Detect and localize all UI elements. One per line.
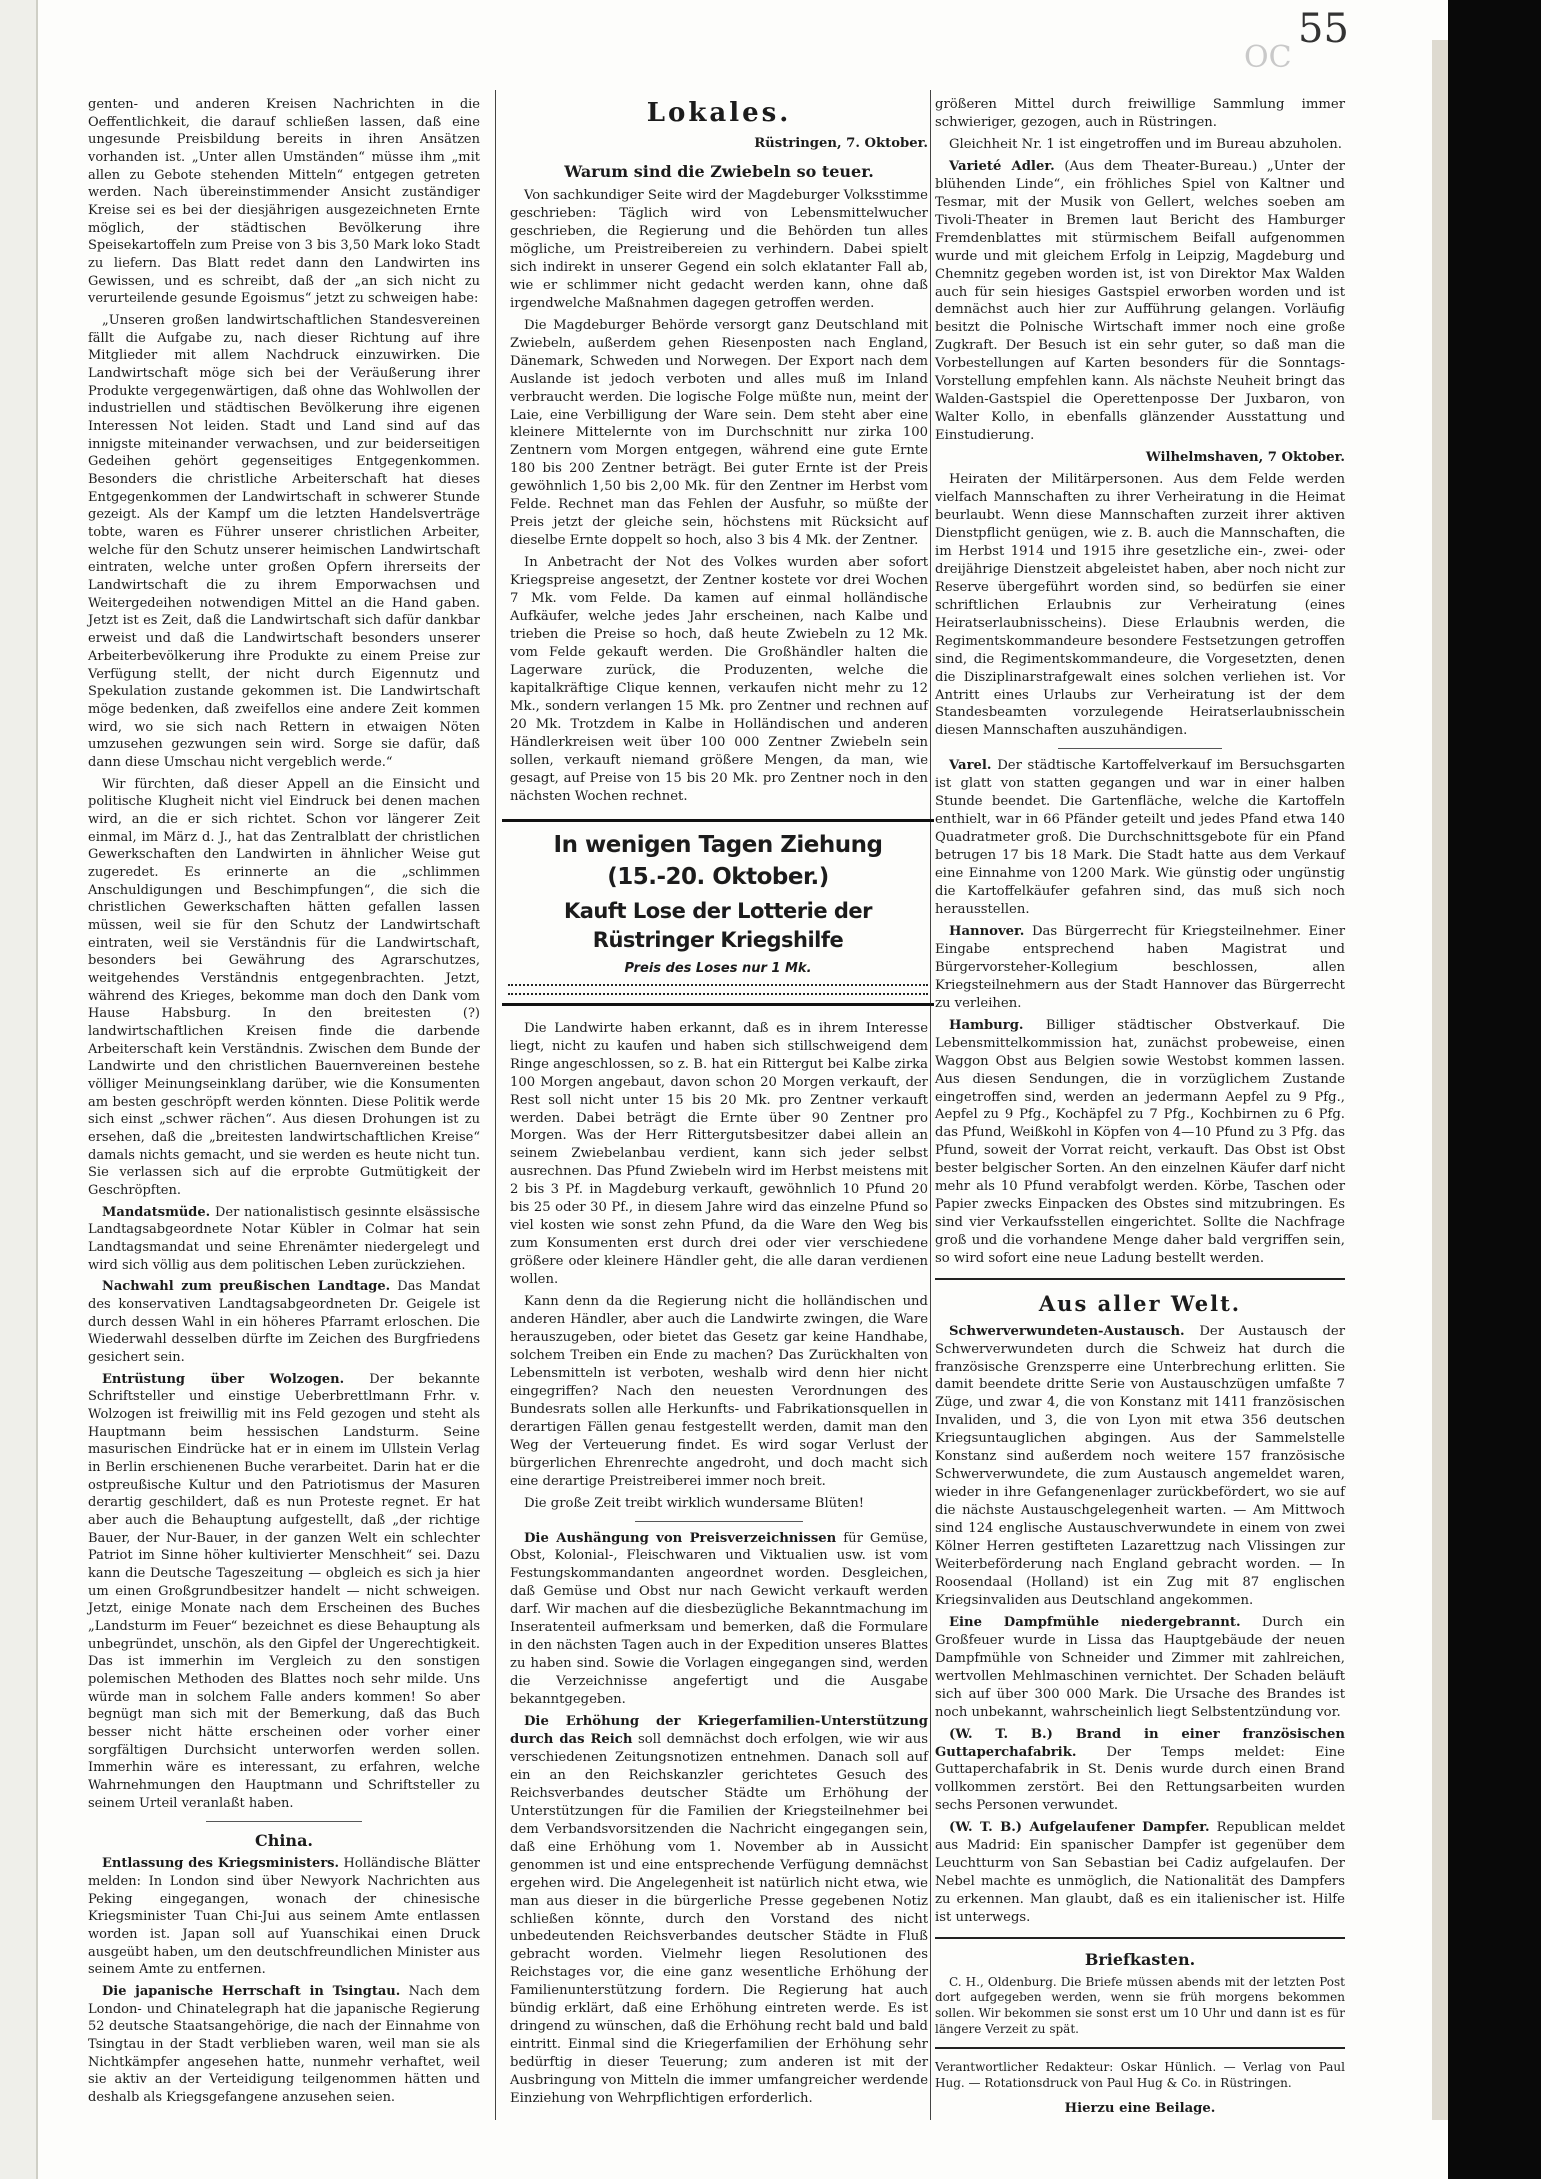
continued-notes (935, 96, 1345, 154)
news-item (935, 923, 1345, 1013)
article-paragraph: Die Landwirte haben erkannt, daß es in ihrem Interesse liegt, nicht zu kaufen und haben sich stillschweigend dem Ringe angeschlossen, so z. B. hat ein Rittergut bei Kalbe zirka 100 Morgen angebaut, davon schon 20 Morgen verkauft, der Rest soll nicht unter 15 bis 20 Mk. pro Zentner verkauft werden. Dabei beträgt die Ernte über 90 Zentner pro Morgen. Was der Herr Rittergutsbesitzer dabei allein an seinem Zwiebelanbau verdient, kann sich jeder selbst ausrechnen. Das Pfund Zwiebeln wird im Herbst meistens mit 2 bis 3 Pf. in Magdeburg verkauft, gewöhnlich 10 Pfund 20 bis 25 oder 30 Pf., in diesem Jahre wird das einzelne Pfund so viel kosten wie sonst zehn Pfund, da die Ware den Weg bis zum Konsumenten erst durch drei oder vier verschiedene größere oder kleinere Händler geht, die alle daran verdienen wollen. (510, 1020, 928, 1288)
dateline-ruestringen: Rüstringen, 7. Oktober. (754, 136, 928, 152)
item-keyword: Mandatsmüde. (102, 1204, 211, 1220)
ad-price: Preis des Loses nur 1 Mk. (624, 961, 812, 977)
article-paragraph: Wir fürchten, daß dieser Appell an die Einsicht und politische Klugheit nicht viel Eindruck bei denen machen wird, an die er sich richtet. Schon vor längerer Zeit einmal, im März d. J., hat das Zentralblatt der christlichen Gewerkschaften den Landwirten in ähnlicher Weise gut zugeredet. Es erinnerte an die „schlimmen Anschuldigungen und Beschimpfungen“, die sich die christlichen Gewerkschaften hätten gefallen lassen müssen, weil sie für den Schutz der Landwirtschaft eintraten, weil sie Verständnis für die Landwirtschaft, besonders bei Gewährung des Agrarschutzes, weitgehendes Verständnis entgegenbrachten. Jetzt, während des Krieges, bekomme man doch den Dank vom Hause Habsburg. In den breitesten (?) landwirtschaftlichen Kreisen finde die darbende Arbeiterschaft kein Verständnis. Zwischen dem Bunde der Landwirte und den christlichen Bauernvereinen bestehe völliger Meinungseinklang darüber, wie die Konsumenten am besten geschröpft werden könnten. Diese Politik werde sich einst „schwer rächen“. Aus diesen Drohungen ist zu ersehen, daß die „breitesten landwirtschaftlichen Kreise“ damals nichts gemacht, und sie werden es heute nicht tun. Sie verlassen sich auf die erprobte Gutmütigkeit der Geschröpften. (88, 776, 480, 1198)
column-2 (510, 96, 928, 2112)
varieté-item (935, 158, 1345, 445)
item-text: Der Temps meldet: Eine Guttaperchafabrik in St. Denis wurde durch einen Brand vollkommen zerstört. Bei den Rettungsarbeiten wurden sechs Personen verwundet. (935, 1744, 1345, 1814)
item-text: Das Bürgerrecht für Kriegsteilnehmer. Einer Eingabe entsprechend haben Magistrat und Bürgervorsteher-Kollegium beschlossen, allen Kriegsteilnehmern aus der Stadt Hannover das Bürgerrecht zu verleihen. (935, 923, 1345, 1011)
item-text: Das Mandat des konservativen Landtagsabgeordneten Dr. Geigele ist durch dessen Wahl in ein höheres Pfarramt erloschen. Die Wiederwahl desselben dürfte im Zeichen des Burgfriedens gesichert sein. (88, 1279, 481, 1366)
news-item (510, 1530, 928, 1710)
news-item (935, 1614, 1345, 1722)
item-text: (Aus dem Theater-Bureau.) „Unter der blühenden Linde“, ein fröhliches Spiel von Kaltner und Tesmar, mit der Musik von Gellert, welches soeben am Tivoli-Theater in Bremen laut Bericht des Hamburger Fremdenblattes mit stürmischem Beifall aufgenommen wurde und mit gleichem Erfolg in Leipzig, Magdeburg und Chemnitz gegeben worden ist, ist von Direktor Max Walden auch für sein hiesiges Gastspiel erworben worden und ist demnächst auch hier zur Aufführung gelangen. Vorläufig besitzt die Polnische Wirtschaft immer noch eine große Zugkraft. Der Besuch ist ein sehr guter, so daß man die Vorbestellungen auf Karten besonders für die Sonntags-Vorstellung empfehlen kann. Als nächste Neuheit bringt das Walden-Gastspiel die Operettenposse Der Juxbaron, von Walter Kollo, in ebenfalls glänzender Ausstattung und Einstudierung. (935, 158, 1345, 444)
item-keyword: Schwerverwundeten-Austausch. (949, 1323, 1185, 1339)
item-text: Der nationalistisch gesinnte elsässische Landtagsabgeordnete Notar Kübler in Colmar hat sein Landtagsmandat und seine Ehrenämter niedergelegt und wird sich völlig aus dem politischen Leben zurückziehen. (88, 1204, 480, 1273)
scan-right-border (1448, 0, 1541, 2179)
local-news-items (510, 1530, 928, 2109)
article-paragraph: größeren Mittel durch freiwillige Sammlung immer schwieriger, gezogen, auch in Rüstringen. (935, 97, 1345, 130)
item-text: Der bekannte Schriftsteller und einstige Ueberbrettlmann Frhr. v. Wolzogen ist freiwillig mit ins Feld gezogen und steht als Hauptmann beim hessischen Landsturm. Seine masurischen Eindrücke hat er in einem im Ullstein Verlag in Berlin erschienenen Buche verarbeitet. Darin hat er die ostpreußische Kultur und den Patriotismus der Masuren derartig geschildert, daß es nun Proteste regnet. Er hat aber auch die Behauptung aufgestellt, daß „der richtige Bauer, der Nur-Bauer, in der ganzen Welt ein schlechter Patriot im Sinne höher kultivierter Menschheit“ sei. Dazu kann die Deutsche Tageszeitung — obgleich es sich ja hier um einen Großgrundbesitzer handelt — nicht schweigen. Jetzt, einige Monate nach dem Erscheinen des Buches „Landsturm im Feuer“ bezeichnet es diese Behauptung als unbegründet, unschön, als den Gipfel der Ungerechtigkeit. Das ist immerhin im Vergleich zu den sonstigen polemischen Methoden des Blattes noch sehr milde. Uns würde man in solchem Falle anders kommen! So aber begnügt man sich mit der Bemerkung, daß das Buch besser nicht hätte erscheinen oder vorher einer sorgfältigen Durchsicht unterworfen werden sollen. Immerhin wäre es interessant, zu erfahren, welche Wahrnehmungen den Hauptmann und Schriftsteller zu seinem Urteil veranlaßt haben. (88, 1371, 480, 1811)
item-keyword: Eine Dampfmühle niedergebrannt. (949, 1614, 1241, 1630)
item-keyword: Hannover. (949, 923, 1025, 939)
item-text: für Gemüse, Obst, Kolonial-, Fleischwaren und Viktualien usw. ist vom Festungskommandanten angeordnet worden. Desgleichen, daß Gemüse und Obst nur nach Gewicht verkauft werden darf. Wir machen auf die diesbezügliche Bekanntmachung im Inseratenteil aufmerksam und bemerken, daß die Formulare in den nächsten Tagen auch in der Expedition unseres Blattes zu haben sind. Sowie die Vorlagen eingegangen sind, werden die Verzeichnisse angefertigt und die Ausgabe bekanntgegeben. (510, 1530, 928, 1708)
news-item (88, 1278, 480, 1366)
item-text: Durch ein Großfeuer wurde in Lissa das Hauptgebäude der neuen Dampfmühle von Schneider und Zimmer mit zahlreichen, wertvollen Mehlmaschinen vernichtet. Der Schaden beläuft sich auf über 300 000 Mark. Die Ursache des Brandes ist noch unbekannt, wahrscheinlich liegt Selbstentzündung vor. (935, 1614, 1345, 1720)
item-keyword: Entrüstung über Wolzogen. (102, 1371, 345, 1387)
item-text: Holländische Blätter melden: In London sind über Newyork Nachrichten aus Peking eingegangen, wonach der chinesische Kriegsminister Tuan Chi-Jui aus seinem Amte entlassen worden ist. Japan soll auf Yuanschikai einen Druck ausgeübt haben, um den deutschfreundlichen Minister aus seinem Amte zu entfernen. (88, 1856, 480, 1978)
regional-news-items (935, 757, 1345, 1268)
article-heading-zwiebeln: Warum sind die Zwiebeln so teuer. (564, 162, 874, 182)
section-rule (935, 2047, 1345, 2049)
item-keyword: (W. T. B.) Aufgelaufener Dampfer. (949, 1820, 1210, 1836)
wilhelmshaven-item (935, 471, 1345, 740)
item-keyword: Die Aushängung von Preisverzeichnissen (524, 1530, 837, 1546)
article-paragraph: Von sachkundiger Seite wird der Magdeburger Volksstimme geschrieben: Täglich wird von Lebensmittelwucher geschrieben, die Regierung und die Behörden tun alles mögliche, um Preistreibereien zu verhindern. Dabei spielt sich indirekt in unserer Gegend ein solch eklatanter Fall ab, wie er schlimmer nicht gedacht werden kann, ohne daß irgendwelche Maßnahmen dagegen getroffen werden. (510, 188, 928, 311)
zwiebeln-article-continued (510, 1020, 928, 1513)
news-item (88, 1371, 480, 1813)
news-item (935, 1819, 1345, 1927)
item-text: Republican meldet aus Madrid: Ein spanischer Dampfer ist gegenüber dem Leuchtturm von San Sebastian bei Cadiz aufgelaufen. Der Nebel machte es unmöglich, die Nationalität des Dampfers zu erkennen. Man glaubt, daß es ein italienischer ist. Hilfe ist unterwegs. (935, 1820, 1345, 1926)
section-rule (935, 1278, 1345, 1280)
article-paragraph: Heiraten der Militärpersonen. Aus dem Felde werden vielfach Mannschaften zu ihrer Verheiratung in die Heimat beurlaubt. Wenn diese Mannschaften zurzeit ihrer aktiven Dienstpflicht genügen, wie z. B. auch die Mannschaften, die im Herbst 1914 und 1915 ihre gesetzliche ein-, zwei- oder dreijährige Dienstzeit abgeleistet haben, aber noch nicht zur Reserve übergeführt worden sind, so bedürfen sie einer schriftlichen Erlaubnis zur Verheiratung (eines Heiratserlaubnisscheins). Diese Erlaubnis werden, die Regimentskommandeure besondere Festsetzungen getroffen sind, die Regimentskommandeure, die Vorgesetzten, denen die Disziplinarstrafgewalt eines solchen verliehen ist. Vor Antritt eines Urlaubs zur Verheiratung ist der dem Standesbeamten vorzulegende Heiratserlaubnisschein diesen Mannschaften auszuhändigen. (935, 472, 1345, 739)
imprint: Verantwortlicher Redakteur: Oskar Hünlich. — Verlag von Paul Hug. — Rotationsdruck von Paul Hug & Co. in Rüstringen. (935, 2060, 1345, 2091)
news-item (88, 1855, 480, 1979)
news-item (935, 757, 1345, 919)
article-paragraph: genten- und anderen Kreisen Nachrichten in die Oeffentlichkeit, die darauf schließen lassen, daß eine ungesunde Preisbildung bereits in ihren Ansätzen vorhanden ist. „Unter allen Umständen“ müsse ihm „mit allen zu Gebote stehenden Mitteln“ entgegen getreten werden. Nach übereinstimmender Ansicht zuständiger Kreise sei es bei der diesjährigen ausgezeichneten Ernte möglich, der städtischen Bevölkerung ihre Speisekartoffeln zum Preise von 3 bis 3,50 Mark loko Stadt zu liefern. Das Blatt redet dann den Landwirten ins Gewissen, und es schreibt, daß der „an sich nicht zu verurteilende gesunde Egoismus“ jetzt zu schweigen habe: (88, 97, 480, 307)
item-keyword: Varel. (949, 758, 992, 774)
page-number: 55 (1298, 6, 1349, 52)
beilage-note: Hierzu eine Beilage. (1064, 2100, 1216, 2116)
scan-left-edge (0, 0, 38, 2179)
article-paragraph: In Anbetracht der Not des Volkes wurden aber sofort Kriegspreise angesetzt, der Zentner kostete vor drei Wochen 7 Mk. vom Felde. Da kamen auf einmal holländische Aufkäufer, welche jedes Jahr erscheinen, nach Kalbe und trieben die Preise so hoch, daß heute Zwiebeln zu 12 Mk. vom Felde gekauft werden. Die Großhändler halten die Lagerware zurück, die Produzenten, welche die kapitalkräftige Clique kennen, verkaufen nicht mehr zu 12 Mk., sondern verlangen 15 Mk. pro Zentner und rechnen auf 20 Mk. Trotzdem in Kalbe in Holländischen und anderen Händlerkreisen weit über 100 000 Zentner Zwiebeln sein sollen, verkauft niemand größere Mengen, da man, wie gesagt, auf Preise von 15 bis 20 Mk. pro Zentner noch in den nächsten Wochen rechnet. (510, 555, 928, 804)
article-paragraph: „Unseren großen landwirtschaftlichen Standesvereinen fällt die Aufgabe zu, nach dieser Richtung auf ihre Mitglieder mit allem Nachdruck einzuwirken. Die Landwirtschaft möge sich bei der Veräußerung ihrer Produkte vergegenwärtigen, daß ohne das Wohlwollen der industriellen und städtischen Bevölkerung ihre eigenen Interessen Not leiden. Stadt und Land sind auf das innigste miteinander verwachsen, und zur beiderseitigen Gedeihen gehört gegenseitiges Entgegenkommen. Besonders die christliche Arbeiterschaft hat dieses Entgegenkommen der Landwirtschaft in schwerer Stunde gezeigt. Als der Kampf um die letzten Handelsverträge tobte, waren es Führer unserer christlichen Arbeiter, welche für den Schutz unserer heimischen Landwirtschaft eintraten, welche unter großen Opfern ihrerseits der Landwirtschaft die zu ihrem Emporwachsen und Weitergedeihen notwendigen Mittel an die Hand gaben. Jetzt ist es Zeit, daß die Landwirtschaft sich dafür dankbar erweist und daß die Landwirtschaft besonders unserer Arbeiterbevölkerung ihre Produkte zu einem Preise zur Verfügung stellt, der nicht durch Eigennutz und Spekulation zustande gekommen ist. Die Landwirtschaft möge bedenken, daß zweifellos eine andere Zeit kommen wird, wo sie sich nach Rettern in etwaigen Nöten umzusehen gezwungen sein wird. Sorge sie dafür, daß dann diese Umschau nicht vergeblich werde.“ (88, 313, 480, 770)
item-keyword: Hamburg. (949, 1017, 1024, 1033)
item-keyword: Die Erhöhung der Kriegerfamilien-Unterstützung durch das Reich (510, 1714, 928, 1747)
item-keyword: (W. T. B.) Brand in einer französischen Guttaperchafabrik. (935, 1726, 1345, 1760)
ad-ornament (508, 984, 928, 995)
ad-headline: In wenigen Tagen Ziehung (15.-20. Oktober.) (553, 832, 883, 890)
article-paragraph: Gleichheit Nr. 1 ist eingetroffen und im Bureau abzuholen. (949, 136, 1342, 152)
item-text: Nach dem London- und Chinatelegraph hat die japanische Regierung 52 deutsche Staatsangehörige, die nach der Einnahme von Tsingtau in der Stadt verblieben waren, weil man sie als Nichtkämpfer angesehen hatte, nunmehr verhaftet, weil sie aktiv an der Verteidigung teilgenommen hätten und deshalb als Kriegsgefangene anzusehen seien. (88, 1983, 480, 2105)
separator (635, 1521, 802, 1522)
ad-subline: Kauft Lose der Lotterie der Rüstringer Kriegshilfe (563, 899, 873, 952)
item-keyword: Varieté Adler. (949, 158, 1055, 174)
zwiebeln-article (510, 187, 928, 805)
news-item (88, 1204, 480, 1275)
world-news-items (935, 1323, 1345, 1927)
lottery-advertisement (502, 819, 934, 1005)
separator (1058, 748, 1222, 749)
column-3 (935, 96, 1345, 2122)
item-text: Der städtische Kartoffelverkauf im Bersuchsgarten ist glatt von statten gegangen und war in einer halben Stunde beendet. Die Gartenfläche, welche die Kartoffeln enthielt, war in 66 Pfänder geteilt und jedes Pfand etwa 140 Quadratmeter groß. Die Durchschnittsgebote für ein Pfand betrugen 17 bis 18 Mark. Die Stadt hatte aus dem Verkauf eine Einnahme von 1200 Mark. Wie günstig oder ungünstig die Kartoffelkäufer gefahren sind, das muß sich noch herausstellen. (935, 758, 1345, 917)
briefkasten-text: C. H., Oldenburg. Die Briefe müssen abends mit der letzten Post dort aufgegeben werden, wenn sie früh morgens bekommen sollen. Wir bekommen sie sonst erst um 10 Uhr und dann ist es für längere Verzeit zu spät. (935, 1974, 1345, 2036)
section-rule (935, 1937, 1345, 1939)
article-paragraph: Die große Zeit treibt wirklich wundersame Blüten! (524, 1495, 865, 1511)
news-item (88, 1983, 480, 2107)
item-keyword: Nachwahl zum preußischen Landtage. (102, 1279, 391, 1295)
item-text: soll demnächst doch erfolgen, wie wir aus verschiedenen Zeitungsnotizen entnehmen. Danach soll auf ein an den Reichskanzler gerichtetes Gesuch des Reichsverbandes deutscher Städte um Erhöhung der Unterstützungen für die Familien der Kriegsteilnehmer bei dem Verbandsvorsitzenden die Nachricht eingegangen sein, daß eine Erhöhung vom 1. November ab in Aussicht genommen ist und eine entsprechende Verfügung demnächst ergehen wird. Die Angelegenheit ist natürlich nicht etwa, wie man aus dieser in die bürgerliche Presse gegebenen Notiz schließen könnte, durch den Vorstand des nicht unbedeutenden Reichsverbandes deutscher Städte in Fluß gebracht worden. Vielmehr liegen Resolutionen des Reichstages vor, die eine ganz wesentliche Erhöhung der Familienunterstützung fordern. Die Regierung hat auch bündig erklärt, daß eine Erhöhung eintreten werde. Es ist dringend zu wünschen, daß die Erhöhung recht bald und bald eintritt. Einmal sind die Kriegerfamilien der Erhöhung sehr bedürftig in dieser Teuerung; zum anderen ist mit der Ausbringung von Mitteln die immer umfangreicher werdende Einziehung von Wehrpflichtigen erforderlich. (510, 1731, 928, 2107)
news-item (510, 1713, 928, 2108)
news-item (935, 1726, 1345, 1816)
column-1 (88, 96, 480, 2111)
column-rule-2 (930, 90, 931, 2120)
item-keyword: Die japanische Herrschaft in Tsingtau. (102, 1983, 401, 1999)
pencil-mark: OC (1244, 40, 1292, 75)
news-item (935, 1017, 1345, 1268)
item-text: Der Austausch der Schwerverwundeten durch die Schweiz hat durch die französische Grenzsperre eine Unterbrechung erlitten. Sie damit beendete dritte Serie von Austauschzügen umfaßte 7 Züge, und zwar 4, die von Konstanz mit 1411 französischen Invaliden, und 3, die von Lyon mit etwa 356 deutschen Kriegsuntauglichen abgingen. Aus der Sammelstelle Konstanz sind außerdem noch weitere 157 französische Schwerverwundete, die zum Austausch angemeldet waren, wieder in ihre Gefangenenlager zurückbefördert, wo sie auf die nächste Austauschgelegenheit warten. — Am Mittwoch sind 124 englische Austauschverwundete in einem von zwei Kölner Herren gestifteten Lazarettzug nach Vlissingen zur Weiterbeförderung nach England gebracht worden. — In Roosendaal (Holland) ist ein Zug mit 87 englischen Kriegsinvaliden aus Deutschland angekommen. (935, 1323, 1345, 1608)
article-paragraph: Die Magdeburger Behörde versorgt ganz Deutschland mit Zwiebeln, außerdem gehen Riesenposten nach England, Dänemark, Schweden und Norwegen. Der Export nach dem Auslande ist jedoch verboten und alles muß im Inland verbraucht werden. Die logische Folge müßte nun, meint der Laie, eine Verbilligung der Ware sein. Dem steht aber eine kleinere Mittelernte von im Durchschnitt nur zirka 100 Zentnern vom Morgen entgegen, während eine gute Ernte 180 bis 200 Zentner beträgt. Bei guter Ernte ist der Preis gewöhnlich 1,50 bis 2,00 Mk. für den Zentner im Herbst vom Felde. Rechnet man das Fehlen der Ausfuhr, so müßte der Preis jetzt der gleiche sein, höchstens mit Rücksicht auf dieselbe Ernte doppelt so hoch, also 3 bis 4 Mk. der Zentner. (510, 317, 928, 549)
separator (206, 1821, 363, 1822)
aus-aller-welt-heading: Aus aller Welt. (1038, 1291, 1242, 1317)
column-rule-1 (495, 90, 496, 2120)
item-keyword: Entlassung des Kriegsministers. (102, 1856, 340, 1872)
briefkasten-heading: Briefkasten. (1084, 1950, 1196, 1970)
dateline-wilhelmshaven: Wilhelmshaven, 7 Oktober. (1145, 450, 1345, 466)
news-item (935, 1323, 1345, 1610)
article-paragraph: Kann denn da die Regierung nicht die holländischen und anderen Händler, aber auch die Landwirte zwingen, die Ware herauszugeben, oder bietet das Gesetz gar keine Handhabe, solchem Treiben ein Ende zu machen? Das Zurückhalten von Lebensmitteln ist verboten, weshalb wird denn hier nicht eingegriffen? Nach den neuesten Verordnungen des Bundesrats sollen alle Herkunfts- und Fabrikationsquellen in derartigen Fällen genau festgestellt werden, damit man den Weg der Verteuerung findet. Es wird sogar Verlust der bürgerlichen Ehrenrechte angedroht, und doch macht sich eine derartige Preistreiberei immer noch breit. (510, 1294, 928, 1489)
section-heading: China. (254, 1830, 313, 1850)
news-item (935, 158, 1345, 445)
item-text: Billiger städtischer Obstverkauf. Die Lebensmittelkommission hat, zunächst probeweise, einen Waggon Obst aus Belgien sowie Westobst kommen lassen. Aus diesen Sendungen, die in vorzüglichem Zustande eingetroffen sind, werden an jedermann Aepfel zu 9 Pfg., Aepfel zu 9 Pfg., Kochäpfel zu 7 Pfg., Kochbirnen zu 6 Pfg. das Pfund, Weißkohl in Köpfen von 4—10 Pfund zu 3 Pfg. das Pfund, soweit der Vorrat reicht, verkauft. Das Obst ist Obst bester belgischer Sorten. An den einzelnen Käufer darf nicht mehr als 10 Pfund verabfolgt werden. Körbe, Taschen oder Papier zwecks Einpacken des Obstes sind mitzubringen. Es sind vier Verkaufsstellen eingerichtet. Sollte die Nachfrage groß und die vorhandene Menge daher bald vergriffen sein, so wird sofort eine neue Ladung bestellt werden. (935, 1017, 1345, 1267)
lokales-heading: Lokales. (646, 98, 792, 128)
